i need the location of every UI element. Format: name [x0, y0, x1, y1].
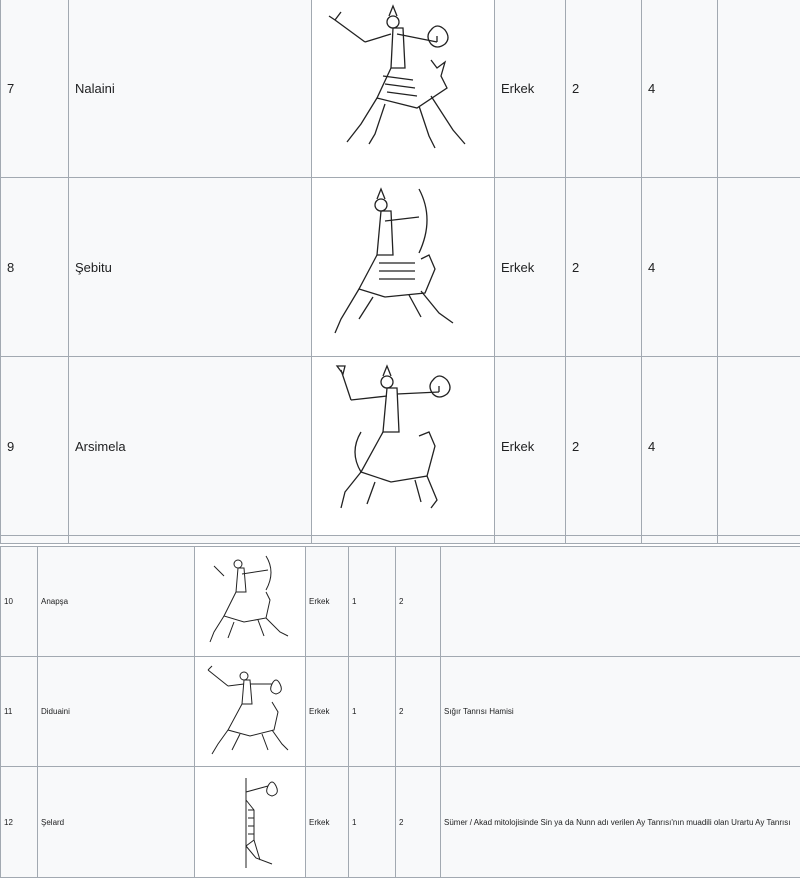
empty-cell — [718, 536, 800, 544]
count-a: 2 — [566, 178, 642, 357]
table-row — [1, 178, 800, 357]
table-row — [1, 767, 800, 878]
horseman-sword-standard-figure — [313, 0, 493, 176]
count-b: 2 — [396, 767, 441, 878]
row-number: 7 — [1, 0, 69, 178]
rider-lion-bow-figure — [200, 550, 300, 654]
rider-lion-mace-figure — [313, 358, 493, 534]
empty-cell — [69, 536, 312, 544]
empty-cell — [718, 0, 800, 178]
gender: Erkek — [306, 657, 349, 767]
table-row — [1, 547, 800, 657]
deity-name: Nalaini — [69, 0, 312, 178]
empty-cell — [642, 536, 718, 544]
count-b: 4 — [642, 0, 718, 178]
deity-name: Şebitu — [69, 178, 312, 357]
gender: Erkek — [495, 0, 566, 178]
deity-image-cell — [312, 178, 495, 357]
table-row — [1, 357, 800, 536]
deity-table-small — [0, 546, 800, 878]
deity-name: Şelard — [38, 767, 195, 878]
gender: Erkek — [495, 357, 566, 536]
empty-cell — [718, 357, 800, 536]
row-number: 9 — [1, 357, 69, 536]
deity-name: Diduaini — [38, 657, 195, 767]
gender: Erkek — [306, 547, 349, 657]
count-b: 2 — [396, 657, 441, 767]
deity-image-cell — [312, 357, 495, 536]
count-a: 1 — [349, 767, 396, 878]
table-row — [1, 536, 800, 544]
count-b: 4 — [642, 178, 718, 357]
empty-cell — [566, 536, 642, 544]
row-number: 8 — [1, 178, 69, 357]
empty-cell — [495, 536, 566, 544]
rider-partial-figure — [200, 770, 300, 874]
row-number: 10 — [1, 547, 38, 657]
note — [441, 547, 800, 657]
deity-name: Anapşa — [38, 547, 195, 657]
count-a: 2 — [566, 357, 642, 536]
rider-bull-sword-figure — [200, 660, 300, 764]
table-row — [1, 0, 800, 178]
row-number: 11 — [1, 657, 38, 767]
deity-image-cell — [195, 657, 306, 767]
deity-image-cell — [312, 0, 495, 178]
gender: Erkek — [495, 178, 566, 357]
count-b: 4 — [642, 357, 718, 536]
row-number: 12 — [1, 767, 38, 878]
empty-cell — [312, 536, 495, 544]
deity-name: Arsimela — [69, 357, 312, 536]
count-b: 2 — [396, 547, 441, 657]
count-a: 1 — [349, 547, 396, 657]
deity-image-cell — [195, 547, 306, 657]
empty-cell — [1, 536, 69, 544]
note: Sümer / Akad mitolojisinde Sin ya da Nunn adı verilen Ay Tanrısı'nın muadili olan Urartu Ay Tanrısı — [441, 767, 800, 878]
count-a: 1 — [349, 657, 396, 767]
gender: Erkek — [306, 767, 349, 878]
note: Sığır Tanrısı Hamisi — [441, 657, 800, 767]
empty-cell — [718, 178, 800, 357]
horseman-bow-figure — [313, 179, 493, 355]
count-a: 2 — [566, 0, 642, 178]
table-row — [1, 657, 800, 767]
deity-image-cell — [195, 767, 306, 878]
